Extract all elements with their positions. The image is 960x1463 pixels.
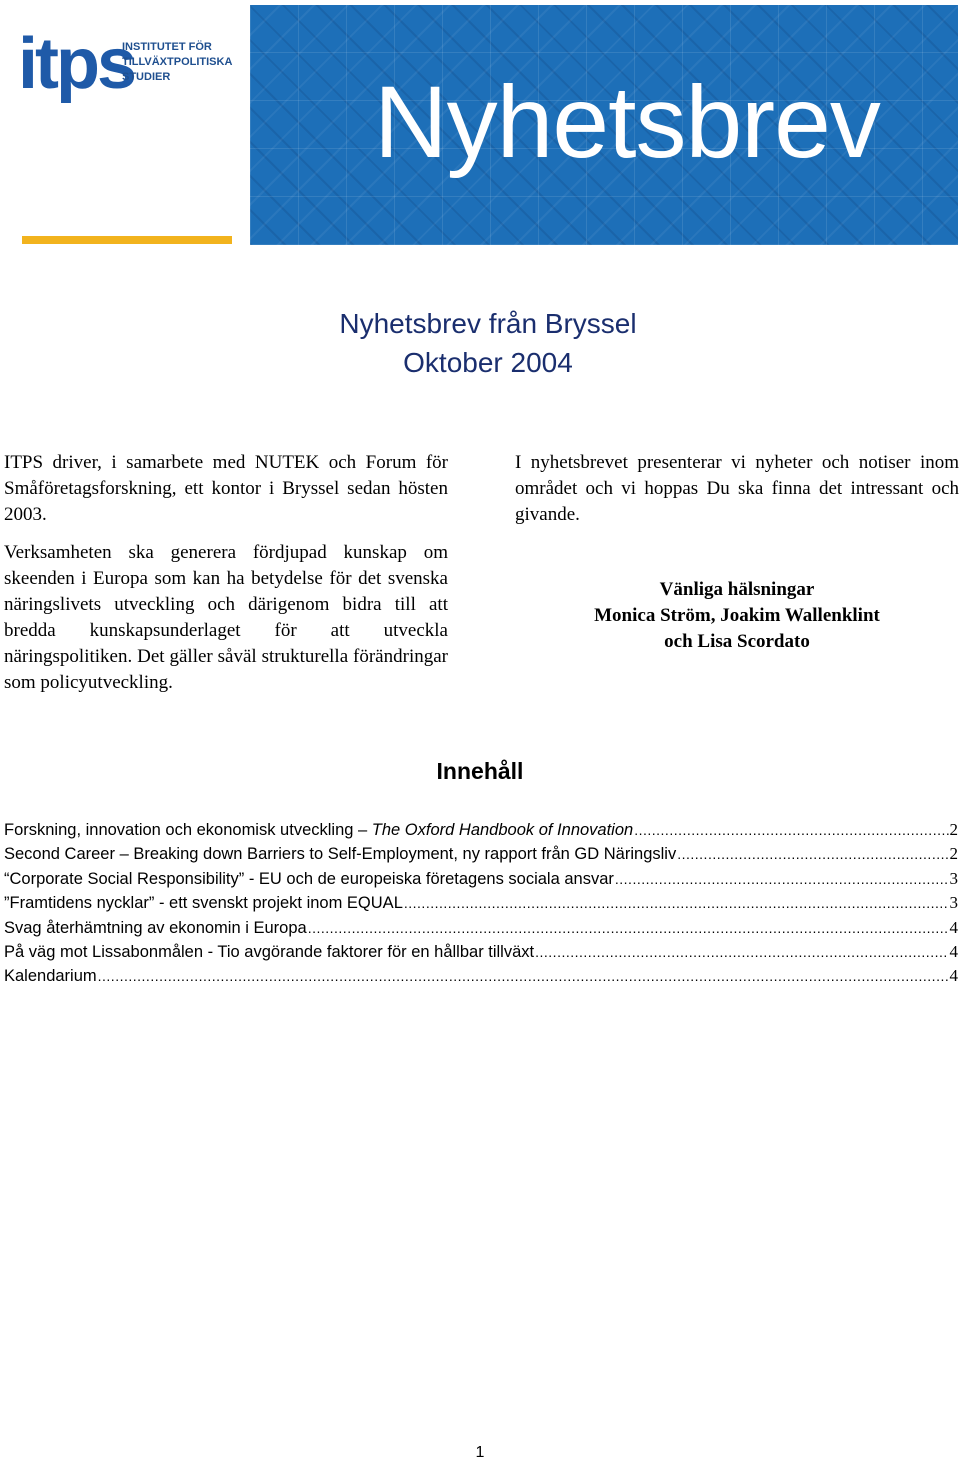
intro-paragraph-2: Verksamheten ska generera fördjupad kunskap om skeenden i Europa som kan ha betydelse för det svenska näringslivets utveckling och därigenom bidra till att bredda kunskapsunderlaget för att utveckla näringspolitiken. Det gäller såväl strukturella förändringar som policyutveckling. — [4, 542, 448, 693]
toc-leader-dots — [308, 916, 949, 940]
toc-entry-title: Second Career – Breaking down Barriers to Self-Employment, ny rapport från GD Näringsliv — [4, 845, 677, 864]
logo-mark: itps — [18, 24, 135, 104]
table-of-contents — [4, 818, 958, 989]
newsletter-date: Oktober 2004 — [403, 347, 573, 378]
itps-logo — [18, 24, 248, 108]
intro-paragraph-3: I nyhetsbrevet presenterar vi nyheter och notiser inom området och vi hoppas Du ska finna det intressant och givande. — [515, 452, 959, 525]
greeting-signature — [515, 577, 959, 655]
logo-line-2: TILLVÄXTPOLITISKA — [122, 56, 233, 68]
toc-entry-title: Kalendarium — [4, 967, 97, 986]
toc-entry[interactable] — [4, 842, 958, 866]
toc-entry[interactable] — [4, 940, 958, 964]
toc-entry-title: Svag återhämtning av ekonomin i Europa — [4, 918, 307, 937]
toc-leader-dots — [677, 842, 948, 866]
toc-entry[interactable] — [4, 964, 958, 988]
page-number: 1 — [475, 1444, 485, 1461]
logo-line-3: STUDIER — [122, 71, 171, 83]
greeting-line-1: Vänliga hälsningar — [659, 579, 815, 600]
toc-leader-dots — [535, 940, 948, 964]
toc-entry[interactable] — [4, 818, 958, 842]
toc-entry[interactable] — [4, 891, 958, 915]
toc-entry-page: 2 — [949, 820, 958, 839]
toc-entry-page: 4 — [949, 966, 958, 986]
accent-bar — [22, 236, 232, 244]
toc-entry-page: 3 — [949, 868, 958, 888]
newsletter-headline: Nyhetsbrev från Bryssel — [339, 308, 637, 339]
toc-leader-dots — [615, 867, 949, 891]
toc-entry-page: 4 — [949, 941, 958, 961]
toc-entry-page: 4 — [949, 917, 958, 937]
logo-institute-name — [122, 40, 232, 85]
toc-leader-dots — [98, 964, 949, 988]
intro-paragraph-1: ITPS driver, i samarbete med NUTEK och Forum för Småföretagsforskning, ett kontor i Bryssel sedan hösten 2003. — [4, 452, 448, 525]
toc-entry-title: “Corporate Social Responsibility” - EU och de europeiska företagens sociala ansvar — [4, 869, 614, 888]
toc-entry[interactable] — [4, 916, 958, 940]
greeting-line-2: Monica Ström, Joakim Wallenklint — [594, 605, 880, 626]
logo-line-1: INSTITUTET FÖR — [122, 41, 212, 53]
toc-leader-dots — [634, 818, 948, 842]
toc-leader-dots — [404, 891, 949, 915]
greeting-line-3: och Lisa Scordato — [664, 631, 810, 652]
toc-entry-page: 3 — [949, 893, 958, 913]
toc-entry-title: På väg mot Lissabonmålen - Tio avgörande faktorer för en hållbar tillväxt — [4, 942, 535, 961]
toc-entry[interactable] — [4, 867, 958, 891]
toc-heading: Innehåll — [436, 758, 524, 784]
newsletter-banner — [250, 5, 958, 245]
toc-entry-title: Forskning, innovation och ekonomisk utveckling – The Oxford Handbook of Innovation — [4, 821, 634, 839]
toc-entry-title: ”Framtidens nycklar” - ett svenskt projekt inom EQUAL — [4, 894, 403, 913]
toc-entry-page: 2 — [949, 844, 958, 864]
banner-title: Nyhetsbrev — [374, 65, 880, 179]
